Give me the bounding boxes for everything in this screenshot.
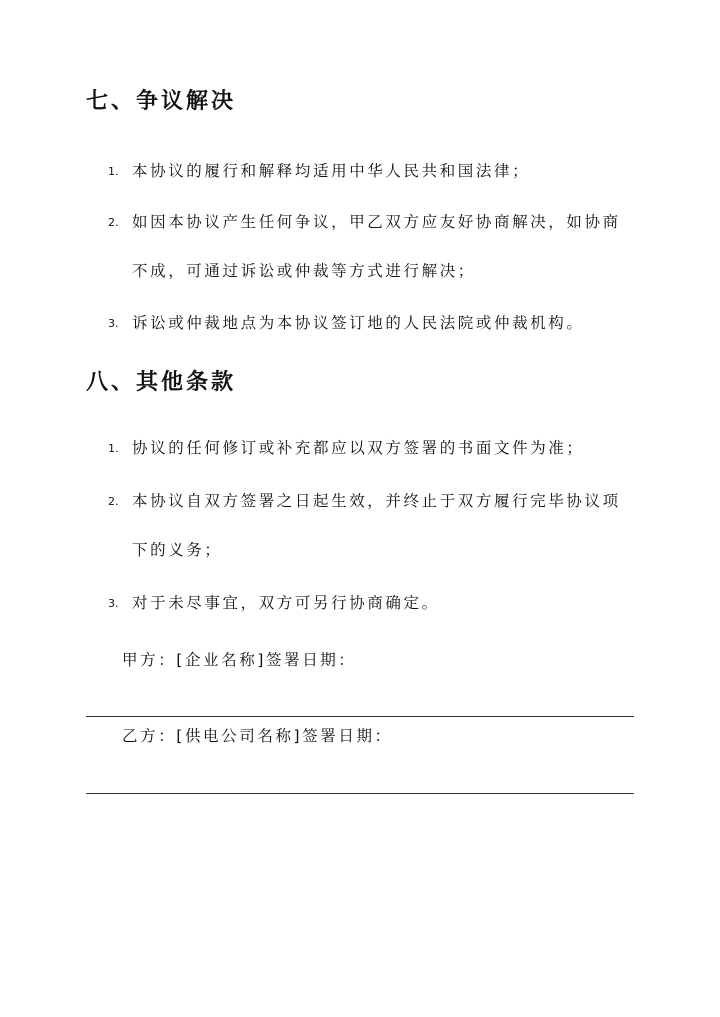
section-8-item-3 bbox=[108, 579, 628, 628]
item-text: 对于未尽事宜，双方可另行协商确定。 bbox=[132, 594, 440, 612]
section-7-heading: 七、争议解决 bbox=[86, 89, 237, 114]
item-text: 本协议自双方签署之日起生效，并终止于双方履行完毕协议项下的义务； bbox=[132, 492, 621, 559]
section-8-item-2 bbox=[108, 477, 628, 575]
party-a-signature-rule bbox=[86, 716, 634, 717]
party-a-signature-line: 甲方：[企业名称]签署日期： bbox=[122, 651, 357, 669]
item-text: 诉讼或仲裁地点为本协议签订地的人民法院或仲裁机构。 bbox=[132, 314, 585, 332]
item-text: 如因本协议产生任何争议，甲乙双方应友好协商解决，如协商不成，可通过诉讼或仲裁等方式进行解决； bbox=[132, 213, 621, 280]
party-b-signature-line: 乙方：[供电公司名称]签署日期： bbox=[122, 727, 393, 745]
item-number: 1. bbox=[108, 165, 119, 178]
section-7-item-3 bbox=[108, 299, 628, 348]
section-7-item-1 bbox=[108, 147, 628, 196]
party-b-signature-rule bbox=[86, 793, 634, 794]
item-number: 3. bbox=[108, 597, 119, 610]
item-number: 2. bbox=[108, 495, 119, 508]
item-number: 1. bbox=[108, 442, 119, 455]
section-8-heading: 八、其他条款 bbox=[86, 370, 237, 395]
item-text: 协议的任何修订或补充都应以双方签署的书面文件为准； bbox=[132, 439, 585, 457]
item-text: 本协议的履行和解释均适用中华人民共和国法律； bbox=[132, 162, 531, 180]
item-number: 3. bbox=[108, 317, 119, 330]
item-number: 2. bbox=[108, 216, 119, 229]
section-8-item-1 bbox=[108, 424, 628, 473]
section-7-item-2 bbox=[108, 198, 628, 296]
